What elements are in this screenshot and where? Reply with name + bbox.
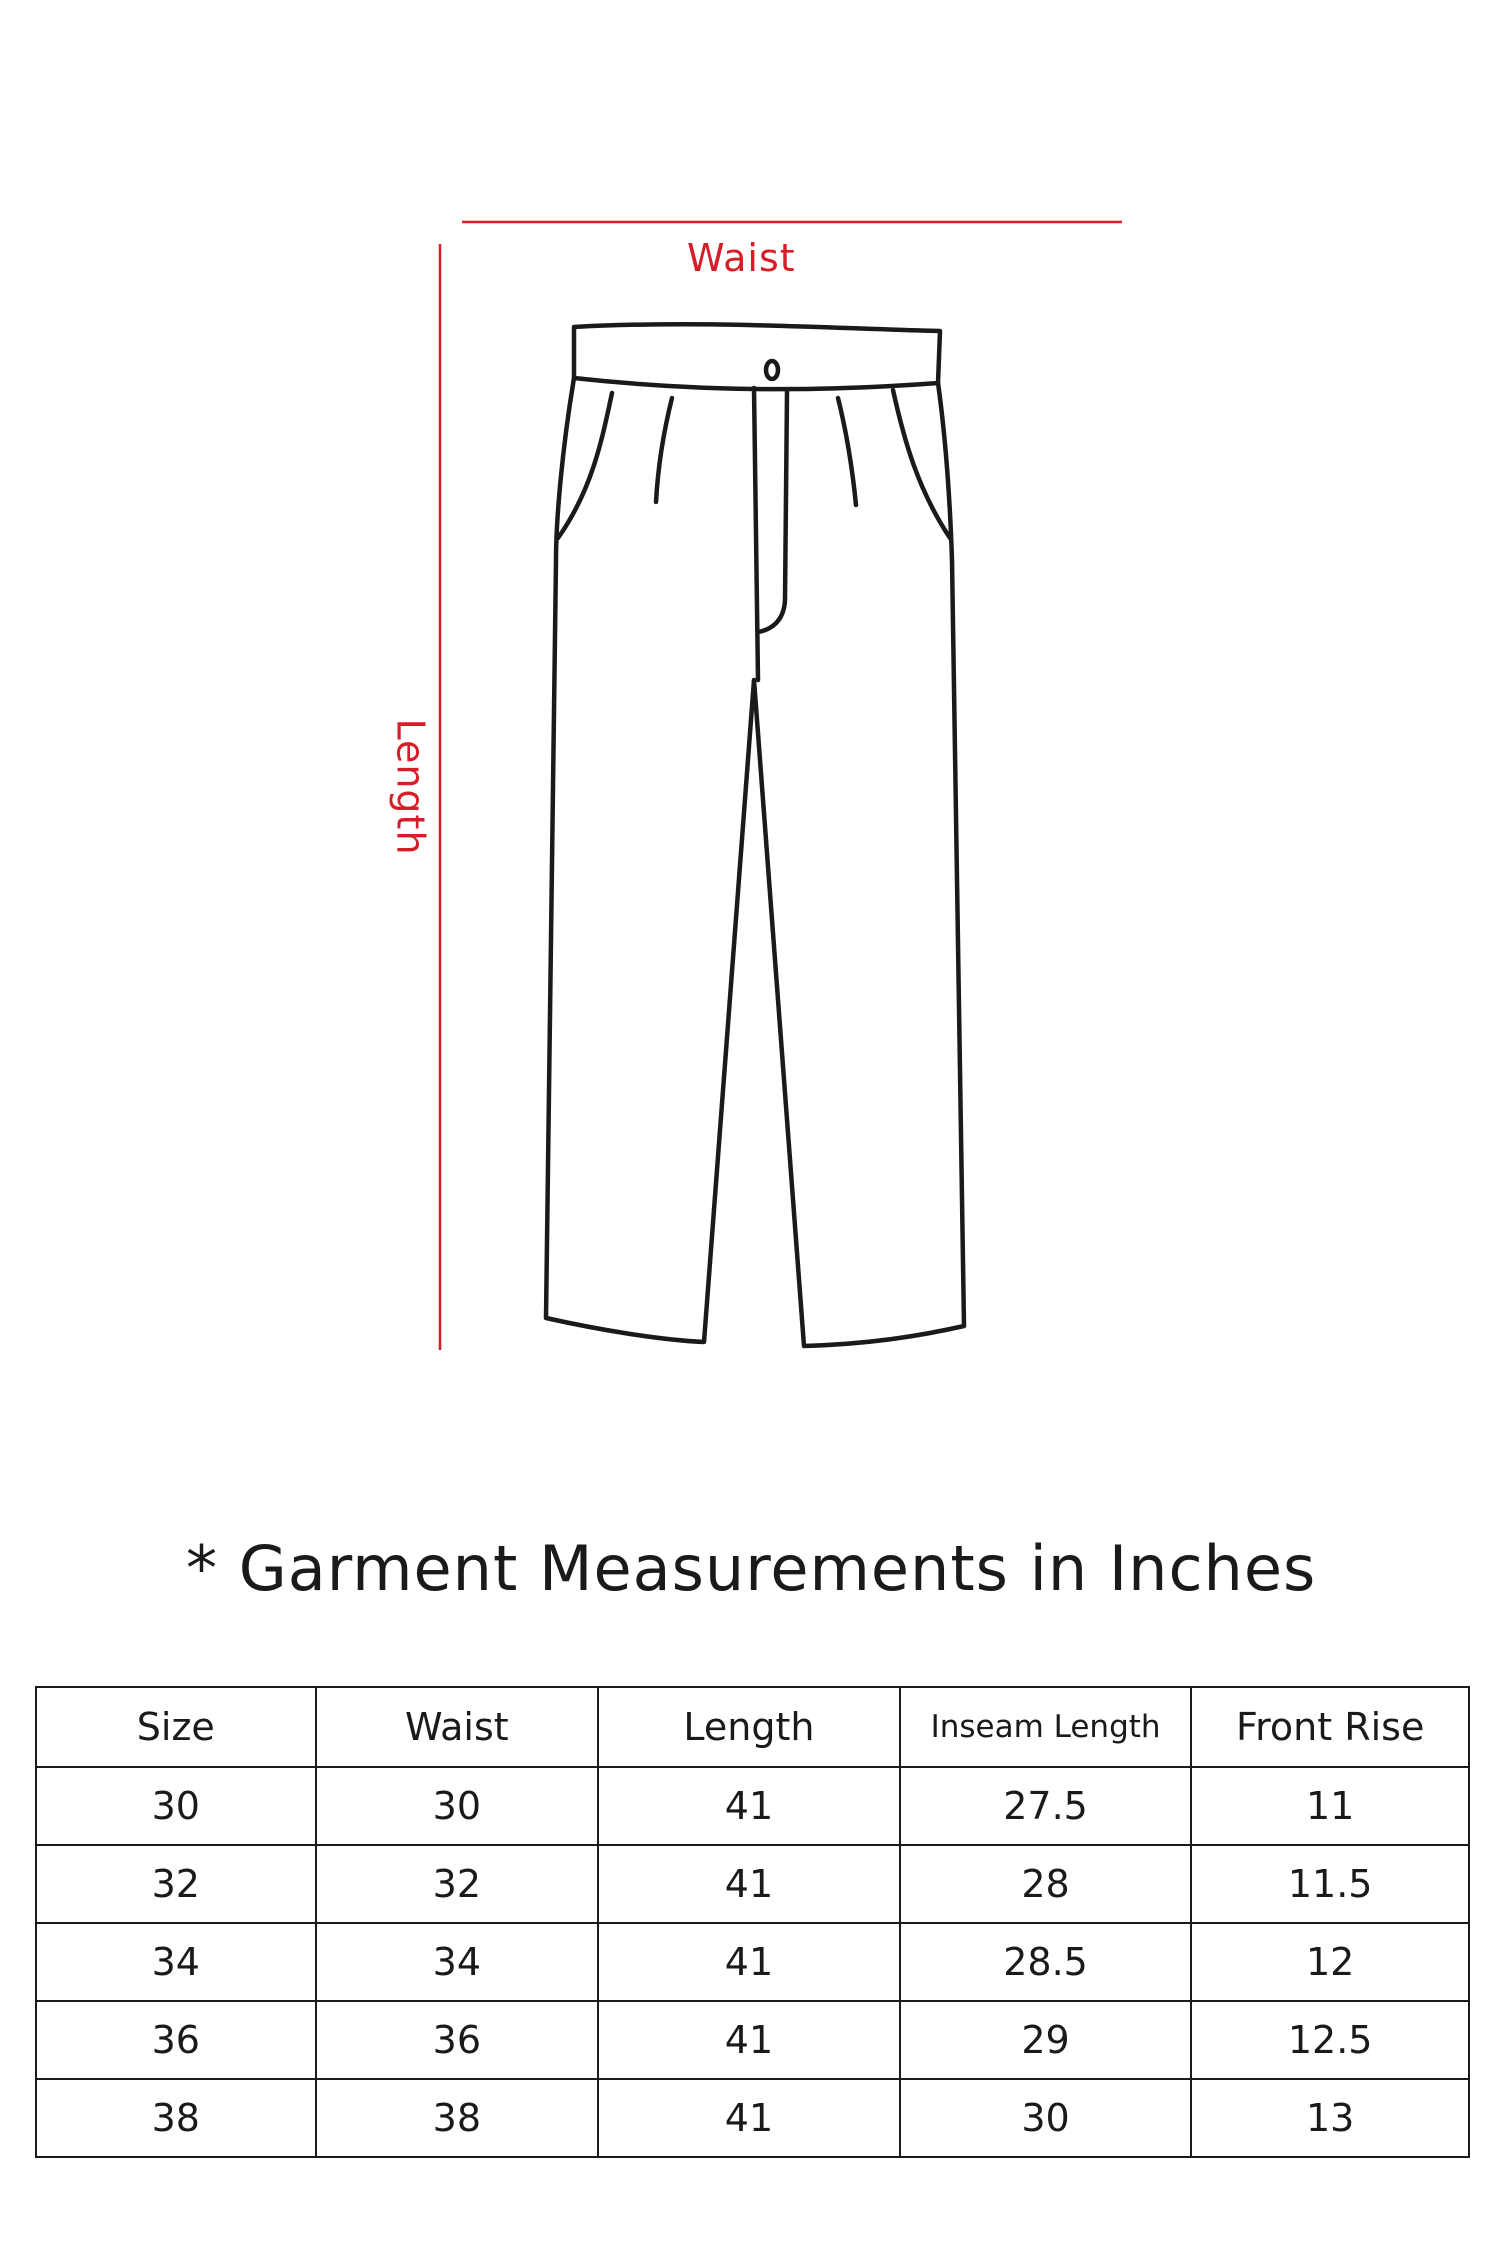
cell-length: 41 bbox=[598, 2001, 900, 2079]
cell-waist: 30 bbox=[316, 1767, 599, 1845]
cell-length: 41 bbox=[598, 1923, 900, 2001]
cell-waist: 36 bbox=[316, 2001, 599, 2079]
cell-front-rise: 12.5 bbox=[1191, 2001, 1469, 2079]
cell-front-rise: 13 bbox=[1191, 2079, 1469, 2157]
waist-label: Waist bbox=[687, 236, 796, 280]
cell-size: 34 bbox=[36, 1923, 316, 2001]
header-inseam-length: Inseam Length bbox=[900, 1687, 1192, 1767]
cell-waist: 38 bbox=[316, 2079, 599, 2157]
cell-size: 36 bbox=[36, 2001, 316, 2079]
cell-size: 38 bbox=[36, 2079, 316, 2157]
trousers-line-icon bbox=[546, 324, 964, 1346]
table-header-row bbox=[36, 1687, 1469, 1767]
header-length: Length bbox=[598, 1687, 900, 1767]
length-label: Length bbox=[388, 718, 433, 856]
cell-waist: 34 bbox=[316, 1923, 599, 2001]
cell-inseam-length: 27.5 bbox=[900, 1767, 1192, 1845]
header-size: Size bbox=[36, 1687, 316, 1767]
header-front-rise: Front Rise bbox=[1191, 1687, 1469, 1767]
cell-size: 30 bbox=[36, 1767, 316, 1845]
cell-inseam-length: 28.5 bbox=[900, 1923, 1192, 2001]
table-row bbox=[36, 1845, 1469, 1923]
cell-length: 41 bbox=[598, 1767, 900, 1845]
page-title: * Garment Measurements in Inches bbox=[186, 1532, 1317, 1605]
cell-inseam-length: 28 bbox=[900, 1845, 1192, 1923]
table-row bbox=[36, 2001, 1469, 2079]
size-chart-table bbox=[35, 1686, 1470, 2158]
cell-waist: 32 bbox=[316, 1845, 599, 1923]
cell-size: 32 bbox=[36, 1845, 316, 1923]
cell-front-rise: 11 bbox=[1191, 1767, 1469, 1845]
cell-length: 41 bbox=[598, 1845, 900, 1923]
cell-front-rise: 11.5 bbox=[1191, 1845, 1469, 1923]
cell-inseam-length: 30 bbox=[900, 2079, 1192, 2157]
cell-length: 41 bbox=[598, 2079, 900, 2157]
table-row bbox=[36, 1923, 1469, 2001]
table-row bbox=[36, 1767, 1469, 1845]
header-waist: Waist bbox=[316, 1687, 599, 1767]
cell-front-rise: 12 bbox=[1191, 1923, 1469, 2001]
cell-inseam-length: 29 bbox=[900, 2001, 1192, 2079]
table-row bbox=[36, 2079, 1469, 2157]
